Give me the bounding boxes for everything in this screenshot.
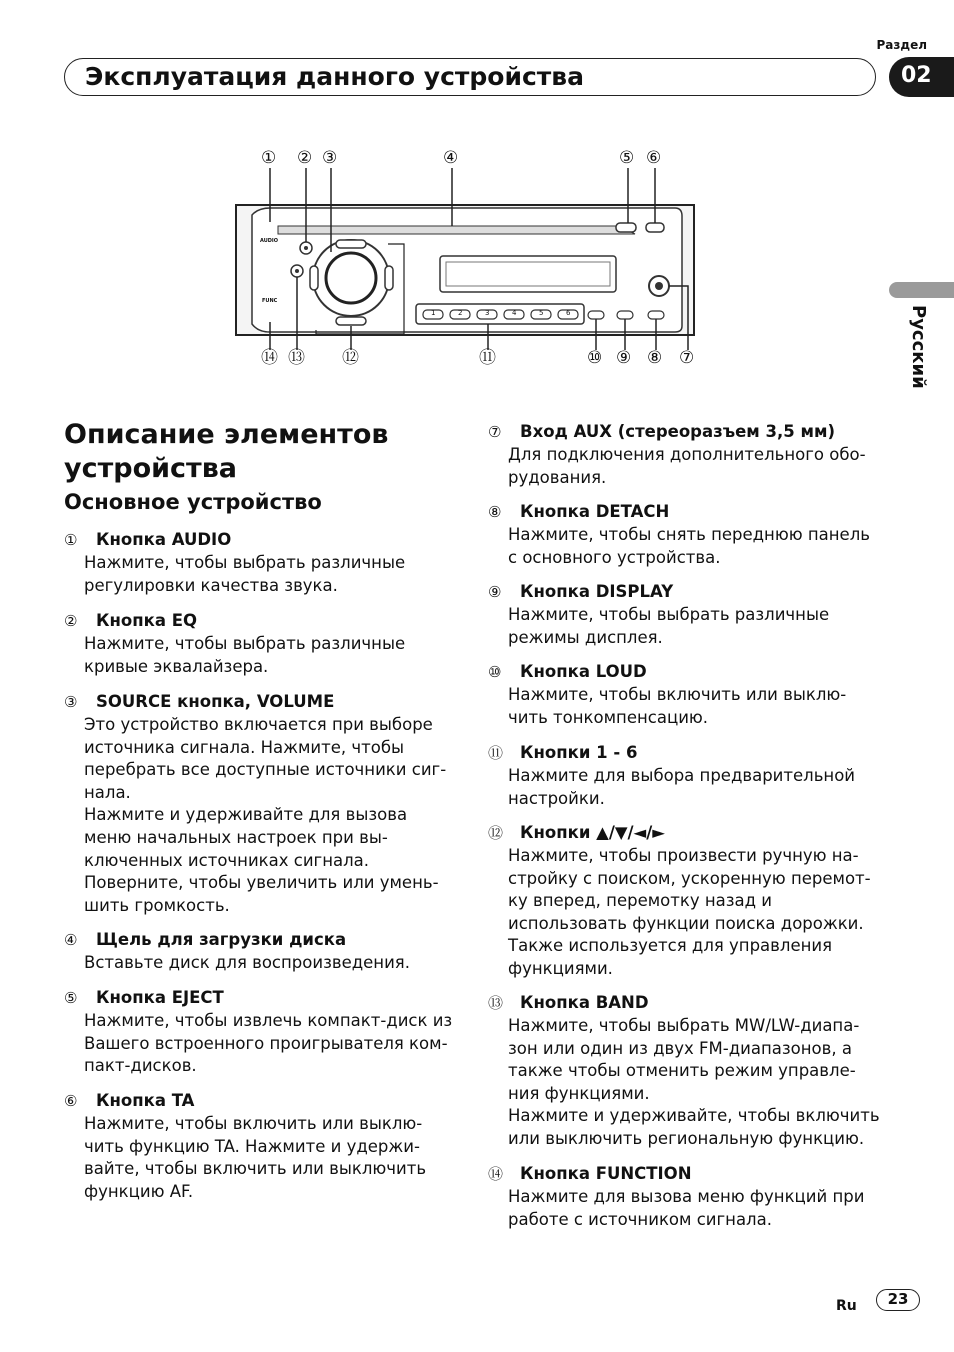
item-title: Кнопка FUNCTION — [520, 1164, 692, 1183]
list-item — [64, 928, 459, 975]
panel-label-audio: AUDIO — [260, 238, 279, 244]
item-number: ⑬ — [488, 994, 504, 1012]
item-title: Кнопка LOUD — [520, 662, 647, 681]
list-item — [488, 991, 888, 1151]
callout-13: ⑬ — [288, 348, 305, 368]
page-number: 23 — [876, 1289, 920, 1311]
item-description: Это устройство включается при выборе источника сигнала. Нажмите, чтобы перебрать все доступные источники сиг- нала. Нажмите и удерживайте для вызова меню начальных настроек при вы- ключенных источниках сигнала. Поверните, чтобы увеличить или умень- шить громкость. — [84, 715, 447, 915]
ta-button-shape — [646, 223, 664, 232]
item-description: Нажмите, чтобы снять переднюю панель с основного устройства. — [508, 525, 870, 567]
detach-button-shape — [648, 311, 664, 319]
header-title: Эксплуатация данного устройства — [85, 62, 584, 91]
display-window — [440, 256, 616, 292]
callout-10: ⑩ — [587, 348, 603, 368]
callout-11: ⑪ — [479, 348, 496, 368]
callout-14: ⑭ — [261, 348, 278, 368]
item-number: ⑫ — [488, 824, 504, 842]
list-item — [488, 741, 888, 810]
item-description: Нажмите, чтобы выбрать различные регулировки качества звука. — [84, 553, 406, 595]
side-language: Русский — [908, 305, 929, 389]
item-title: Кнопка AUDIO — [96, 530, 232, 549]
item-description: Нажмите, чтобы выбрать различные режимы дисплея. — [508, 605, 830, 647]
device-diagram — [230, 140, 710, 380]
item-title: Кнопки 1 - 6 — [520, 743, 638, 762]
header-bar — [64, 58, 876, 96]
display-button-shape — [617, 311, 633, 319]
item-title: Кнопка DETACH — [520, 502, 670, 521]
callout-4: ④ — [443, 148, 459, 168]
callout-8: ⑧ — [647, 348, 663, 368]
side-tab — [889, 282, 954, 298]
item-description: Нажмите, чтобы произвести ручную на- стройку с поиском, ускоренную перемот- ку вперед, перемотку назад и использовать функции поиска дорожки. Также используется для управления функциями. — [508, 846, 871, 978]
preset-label-5: 5 — [539, 309, 544, 317]
item-number: ④ — [64, 931, 78, 949]
list-item — [488, 660, 888, 729]
item-number: ⑨ — [488, 583, 502, 601]
item-number: ② — [64, 612, 78, 630]
list-item — [488, 500, 888, 569]
item-description: Нажмите для выбора предварительной настройки. — [508, 766, 856, 808]
item-description: Нажмите, чтобы извлечь компакт-диск из Вашего встроенного проигрывателя ком- пакт-дисков. — [84, 1011, 453, 1076]
item-title: Кнопка BAND — [520, 993, 649, 1012]
panel-label-func: FUNC — [262, 298, 278, 304]
loud-button-shape — [588, 311, 604, 319]
preset-label-1: 1 — [431, 309, 436, 317]
page-title: Описание элементов устройства — [64, 419, 389, 484]
preset-label-2: 2 — [458, 309, 463, 317]
list-item — [64, 1089, 459, 1203]
list-item — [488, 821, 888, 981]
item-number: ⑩ — [488, 663, 502, 681]
item-title: Кнопка TA — [96, 1091, 195, 1110]
callout-3: ③ — [322, 148, 338, 168]
list-item — [488, 420, 888, 489]
item-title: Кнопка DISPLAY — [520, 582, 674, 601]
item-number: ① — [64, 531, 78, 549]
callout-5: ⑤ — [619, 148, 635, 168]
list-item — [64, 986, 459, 1078]
section-number: 02 — [889, 57, 954, 97]
item-title: SOURCE кнопка, VOLUME — [96, 692, 335, 711]
list-item — [488, 1162, 888, 1231]
item-number: ⑭ — [488, 1165, 504, 1183]
eject-button-shape — [616, 223, 636, 232]
callout-1: ① — [261, 148, 277, 168]
page-subtitle: Основное устройство — [64, 490, 322, 514]
item-title: Кнопки ▲/▼/◄/► — [520, 823, 665, 842]
item-title: Кнопка EQ — [96, 611, 197, 630]
item-description: Вставьте диск для воспроизведения. — [84, 953, 410, 972]
item-description: Нажмите, чтобы включить или выклю- чить функцию TA. Нажмите и удержи- вайте, чтобы включить или выключить функцию AF. — [84, 1114, 427, 1201]
item-title: Щель для загрузки диска — [96, 930, 347, 949]
callout-9: ⑨ — [616, 348, 632, 368]
item-title: Кнопка EJECT — [96, 988, 224, 1007]
list-item — [64, 528, 459, 597]
device-illustration — [230, 140, 710, 380]
callout-12: ⑫ — [342, 348, 359, 368]
list-item — [488, 580, 888, 649]
item-number: ③ — [64, 693, 78, 711]
volume-knob — [326, 253, 376, 303]
item-description: Нажмите, чтобы включить или выклю- чить тонкомпенсацию. — [508, 685, 847, 727]
item-number: ⑧ — [488, 503, 502, 521]
item-number: ⑪ — [488, 744, 504, 762]
list-item — [64, 609, 459, 678]
callout-7: ⑦ — [679, 348, 695, 368]
item-description: Нажмите для вызова меню функций при работе с источником сигнала. — [508, 1187, 865, 1229]
preset-label-4: 4 — [512, 309, 517, 317]
item-description: Нажмите, чтобы выбрать различные кривые эквалайзера. — [84, 634, 406, 676]
section-label: Раздел — [876, 38, 927, 52]
preset-label-6: 6 — [566, 309, 571, 317]
item-title: Вход AUX (стереоразъем 3,5 мм) — [520, 422, 836, 441]
item-number: ⑤ — [64, 989, 78, 1007]
list-item — [64, 690, 459, 917]
item-description: Нажмите, чтобы выбрать MW/LW-диапа- зон или один из двух FM-диапазонов, а также чтобы отменить режим управле- ния функциями. Нажмите и удерживайте, чтобы включить или выключить региональную функцию. — [508, 1016, 880, 1148]
preset-label-3: 3 — [485, 309, 490, 317]
item-number: ⑦ — [488, 423, 502, 441]
callout-6: ⑥ — [646, 148, 662, 168]
item-number: ⑥ — [64, 1092, 78, 1110]
item-description: Для подключения дополнительного обо- рудования. — [508, 445, 866, 487]
footer-language: Ru — [836, 1298, 857, 1314]
callout-2: ② — [297, 148, 313, 168]
